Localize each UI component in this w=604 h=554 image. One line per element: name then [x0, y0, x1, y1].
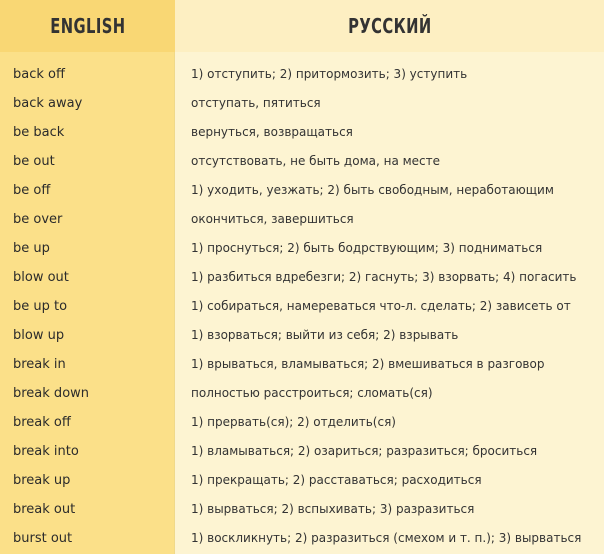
header-english: ENGLISH	[49, 14, 126, 38]
english-term: blow out	[13, 270, 69, 285]
table-header	[0, 0, 604, 52]
table-row	[0, 89, 604, 118]
english-term: be off	[13, 183, 51, 198]
russian-translation: 1) отступить; 2) притормозить; 3) уступить	[191, 67, 468, 81]
table-row	[0, 118, 604, 147]
english-term: be out	[13, 154, 55, 169]
english-term: be back	[13, 125, 65, 140]
english-term: break in	[13, 357, 66, 372]
table-row	[0, 234, 604, 263]
table-row	[0, 321, 604, 350]
header-russian-cell	[175, 0, 604, 52]
table-row	[0, 379, 604, 408]
table-row	[0, 205, 604, 234]
russian-translation: 1) вламываться; 2) озариться; разразиться; броситься	[191, 444, 538, 458]
table-row	[0, 60, 604, 89]
table-row	[0, 437, 604, 466]
russian-translation: отсутствовать, не быть дома, на месте	[191, 154, 441, 168]
english-term: burst out	[13, 531, 73, 546]
russian-translation: полностью расстроиться; сломать(ся)	[191, 386, 433, 400]
russian-translation: отступать, пятиться	[191, 96, 321, 110]
russian-translation: 1) разбиться вдребезги; 2) гаснуть; 3) взорвать; 4) погасить	[191, 270, 577, 284]
russian-translation: 1) уходить, уезжать; 2) быть свободным, неработающим	[191, 183, 554, 197]
russian-translation: 1) взорваться; выйти из себя; 2) взрывать	[191, 328, 459, 342]
russian-translation: 1) прекращать; 2) расставаться; расходиться	[191, 473, 482, 487]
english-term: break up	[13, 473, 71, 488]
russian-translation: 1) врываться, вламываться; 2) вмешиваться в разговор	[191, 357, 545, 371]
russian-translation: 1) воскликнуть; 2) разразиться (смехом и т. п.); 3) вырваться	[191, 531, 582, 545]
russian-translation: 1) прервать(ся); 2) отделить(ся)	[191, 415, 396, 429]
english-term: back away	[13, 96, 83, 111]
english-term: break out	[13, 502, 76, 517]
table-row	[0, 466, 604, 495]
english-term: back off	[13, 67, 65, 82]
russian-translation: 1) собираться, намереваться что-л. сделать; 2) зависеть от	[191, 299, 571, 313]
english-term: be over	[13, 212, 63, 227]
russian-translation: вернуться, возвращаться	[191, 125, 353, 139]
table-row	[0, 263, 604, 292]
russian-translation: 1) проснуться; 2) быть бодрствующим; 3) подниматься	[191, 241, 543, 255]
russian-translation: 1) вырваться; 2) вспыхивать; 3) разразиться	[191, 502, 475, 516]
table-row	[0, 176, 604, 205]
english-term: break into	[13, 444, 79, 459]
table-row	[0, 495, 604, 524]
english-term: break down	[13, 386, 90, 401]
table-body	[0, 60, 604, 553]
russian-translation: окончиться, завершиться	[191, 212, 354, 226]
english-term: blow up	[13, 328, 65, 343]
table-row	[0, 524, 604, 553]
header-russian: РУССКИЙ	[347, 14, 432, 38]
table-row	[0, 292, 604, 321]
english-term: be up to	[13, 299, 68, 314]
table-row	[0, 350, 604, 379]
header-english-cell	[0, 0, 175, 52]
table-row	[0, 147, 604, 176]
table-row	[0, 408, 604, 437]
english-term: break off	[13, 415, 71, 430]
english-term: be up	[13, 241, 50, 256]
